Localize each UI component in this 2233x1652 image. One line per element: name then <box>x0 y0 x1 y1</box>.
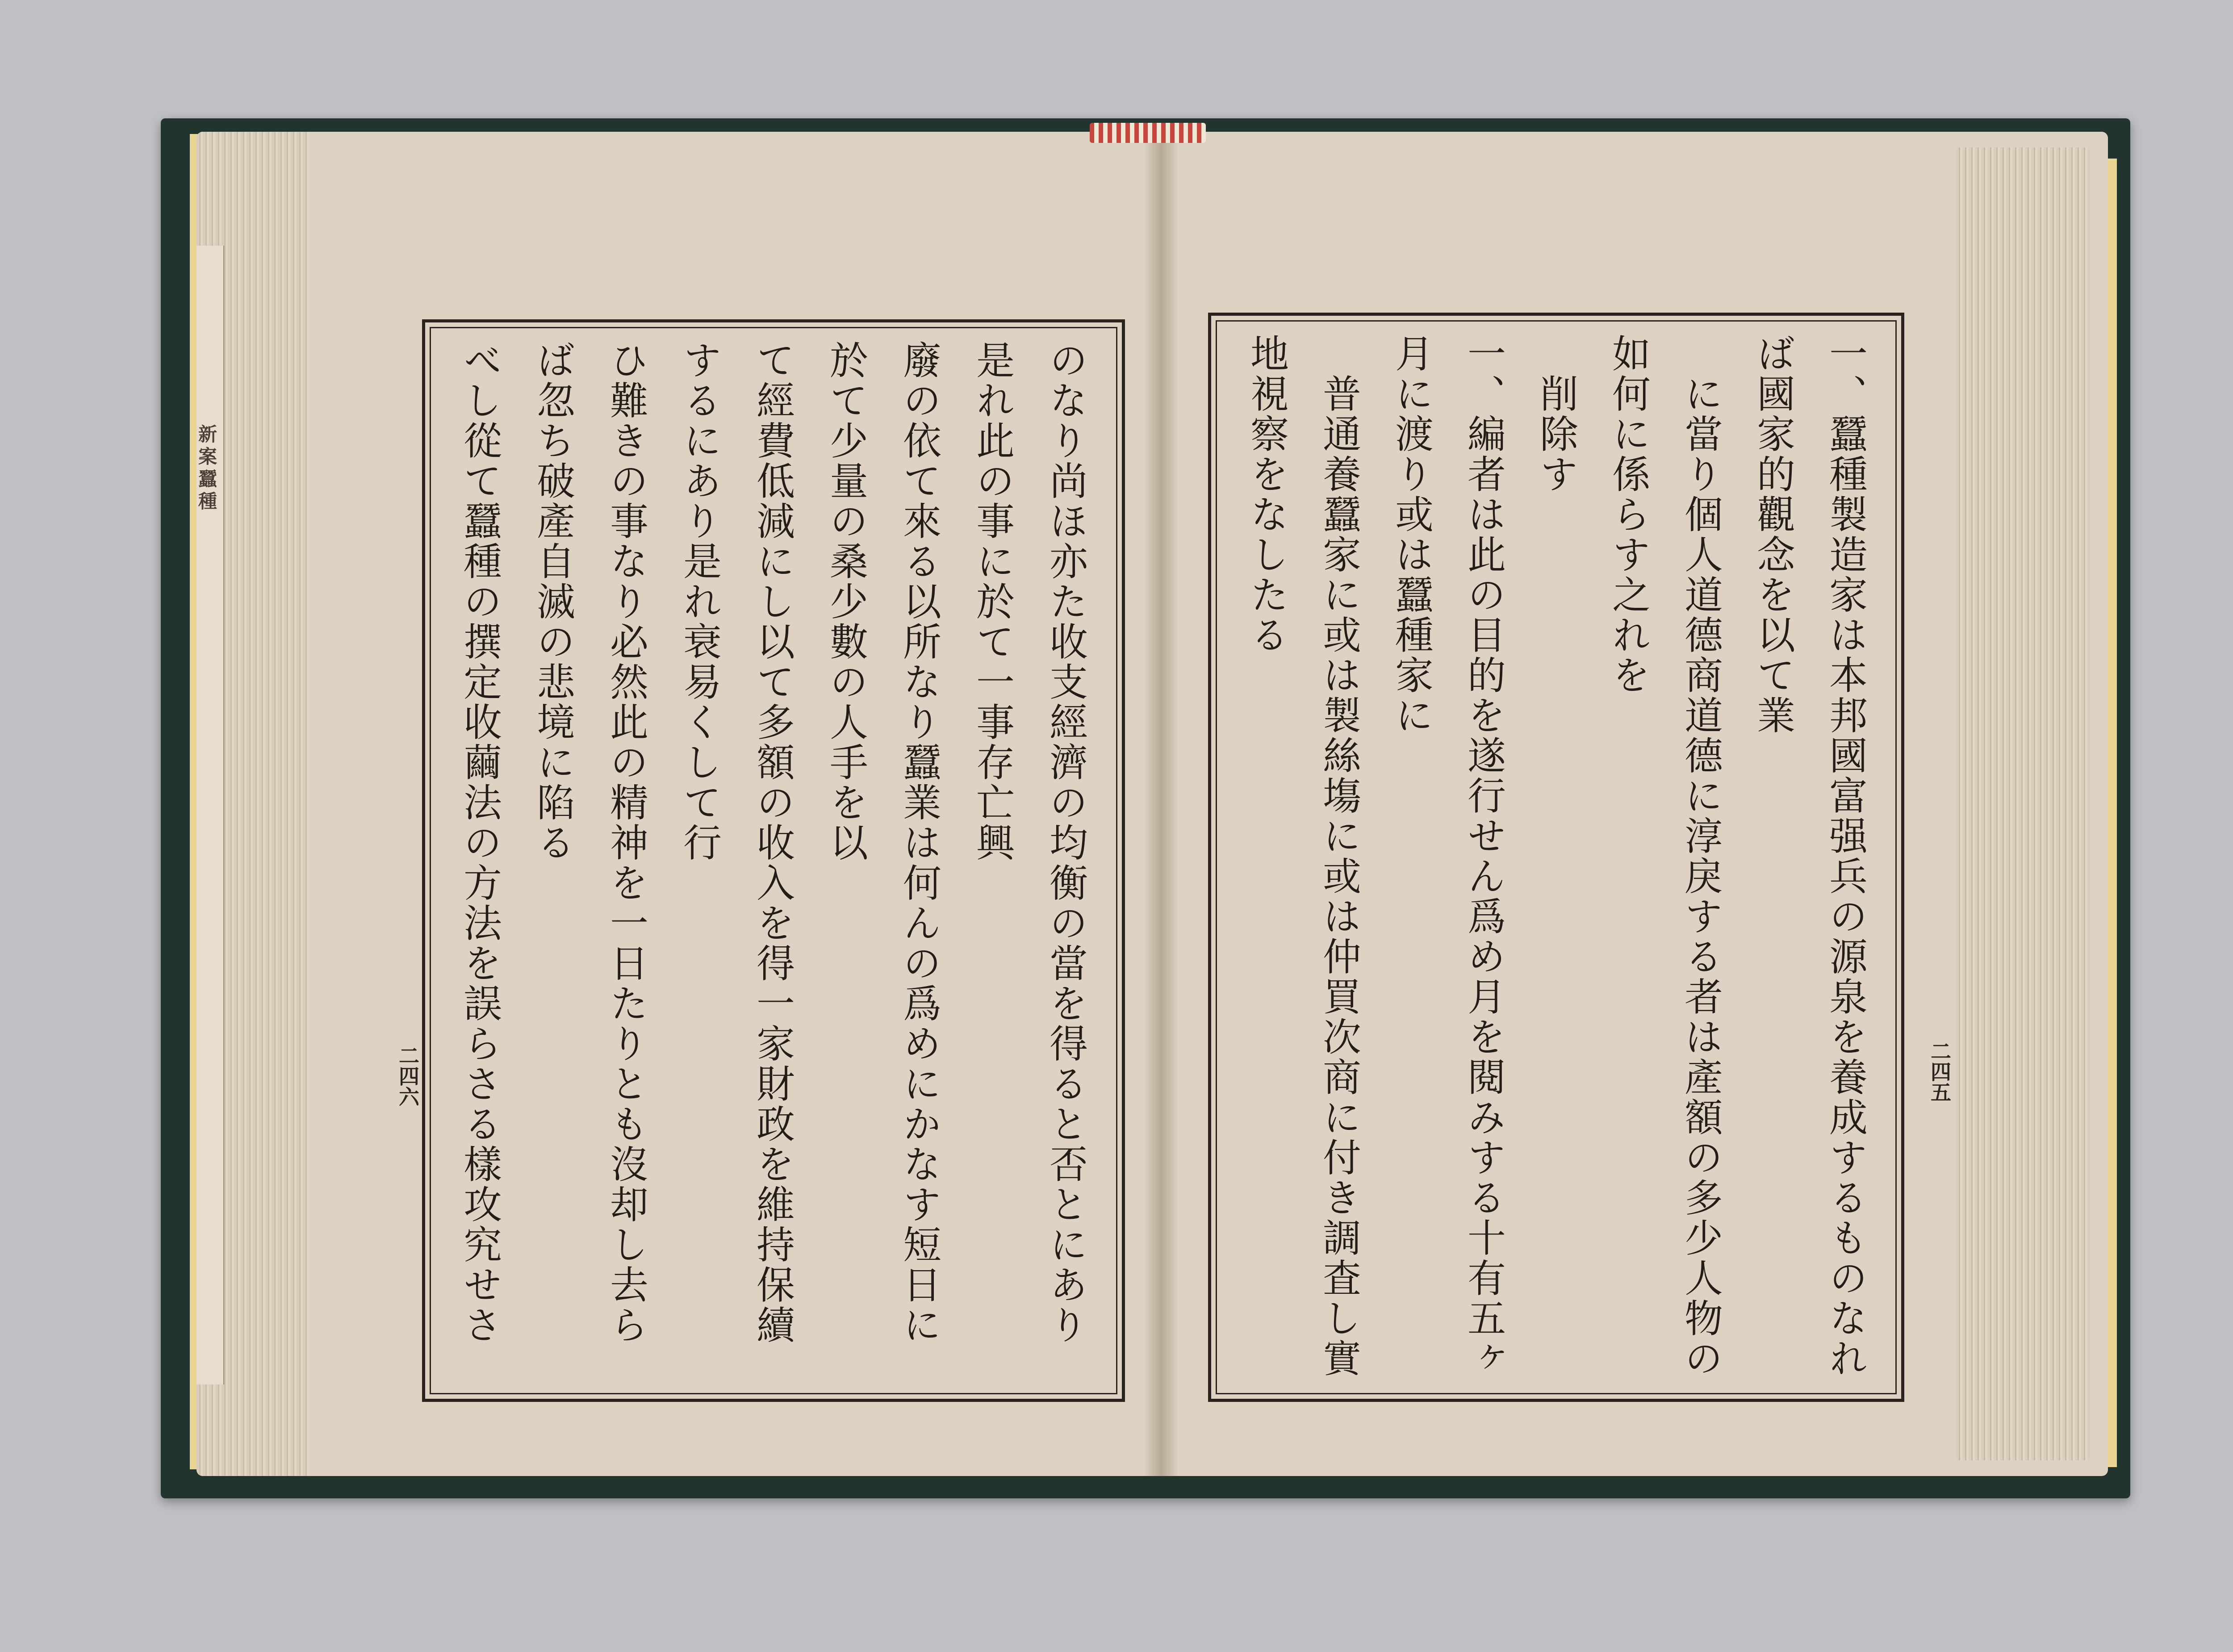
spine-tab <box>197 246 224 1384</box>
headband <box>1090 123 1206 143</box>
right-page-number: 二四五 <box>1928 1041 1952 1102</box>
spine-tab-text: 新案蠶種 <box>196 424 217 514</box>
left-page-text: のなり尚ほ亦た收支經濟の均衡の當を得ると否とにあり是れ此の事に於て一事存亡興 廢の依て來る以所なり蠶業は何んの爲めにかなす短日に於て少量の桑少數の人手を以 て經費低減にし以て多額の收入を得一家財政を維持保續するにあり是れ衰易くして行 ひ難きの事なり必然此の精神を一日たりとも沒却し去らば忽ち破產自滅の悲境に陷る べし從て蠶種の撰定收繭法の方法を誤らさる樣攻究せさ <box>457 340 1087 1345</box>
left-page-number: 二四六 <box>396 1045 420 1107</box>
right-page-text: 一、蠶種製造家は本邦國富强兵の源泉を養成するものなれば國家的觀念を以て業 に當り個人道德商道德に淳戾する者は產額の多少人物の如何に係らす之れを 削除す 一、編者は此の目的を遂行せん爲め月を閱みする十有五ヶ月に渡り或は蠶種家に 普通養蠶家に或は製絲塲に或は仲買次商に付き調査し實地視察をなしたる <box>1244 334 1867 1379</box>
left-text-frame <box>422 319 1125 1402</box>
right-page-edges <box>1956 147 2090 1460</box>
page-gutter <box>1143 132 1179 1476</box>
right-text-frame <box>1208 313 1904 1402</box>
